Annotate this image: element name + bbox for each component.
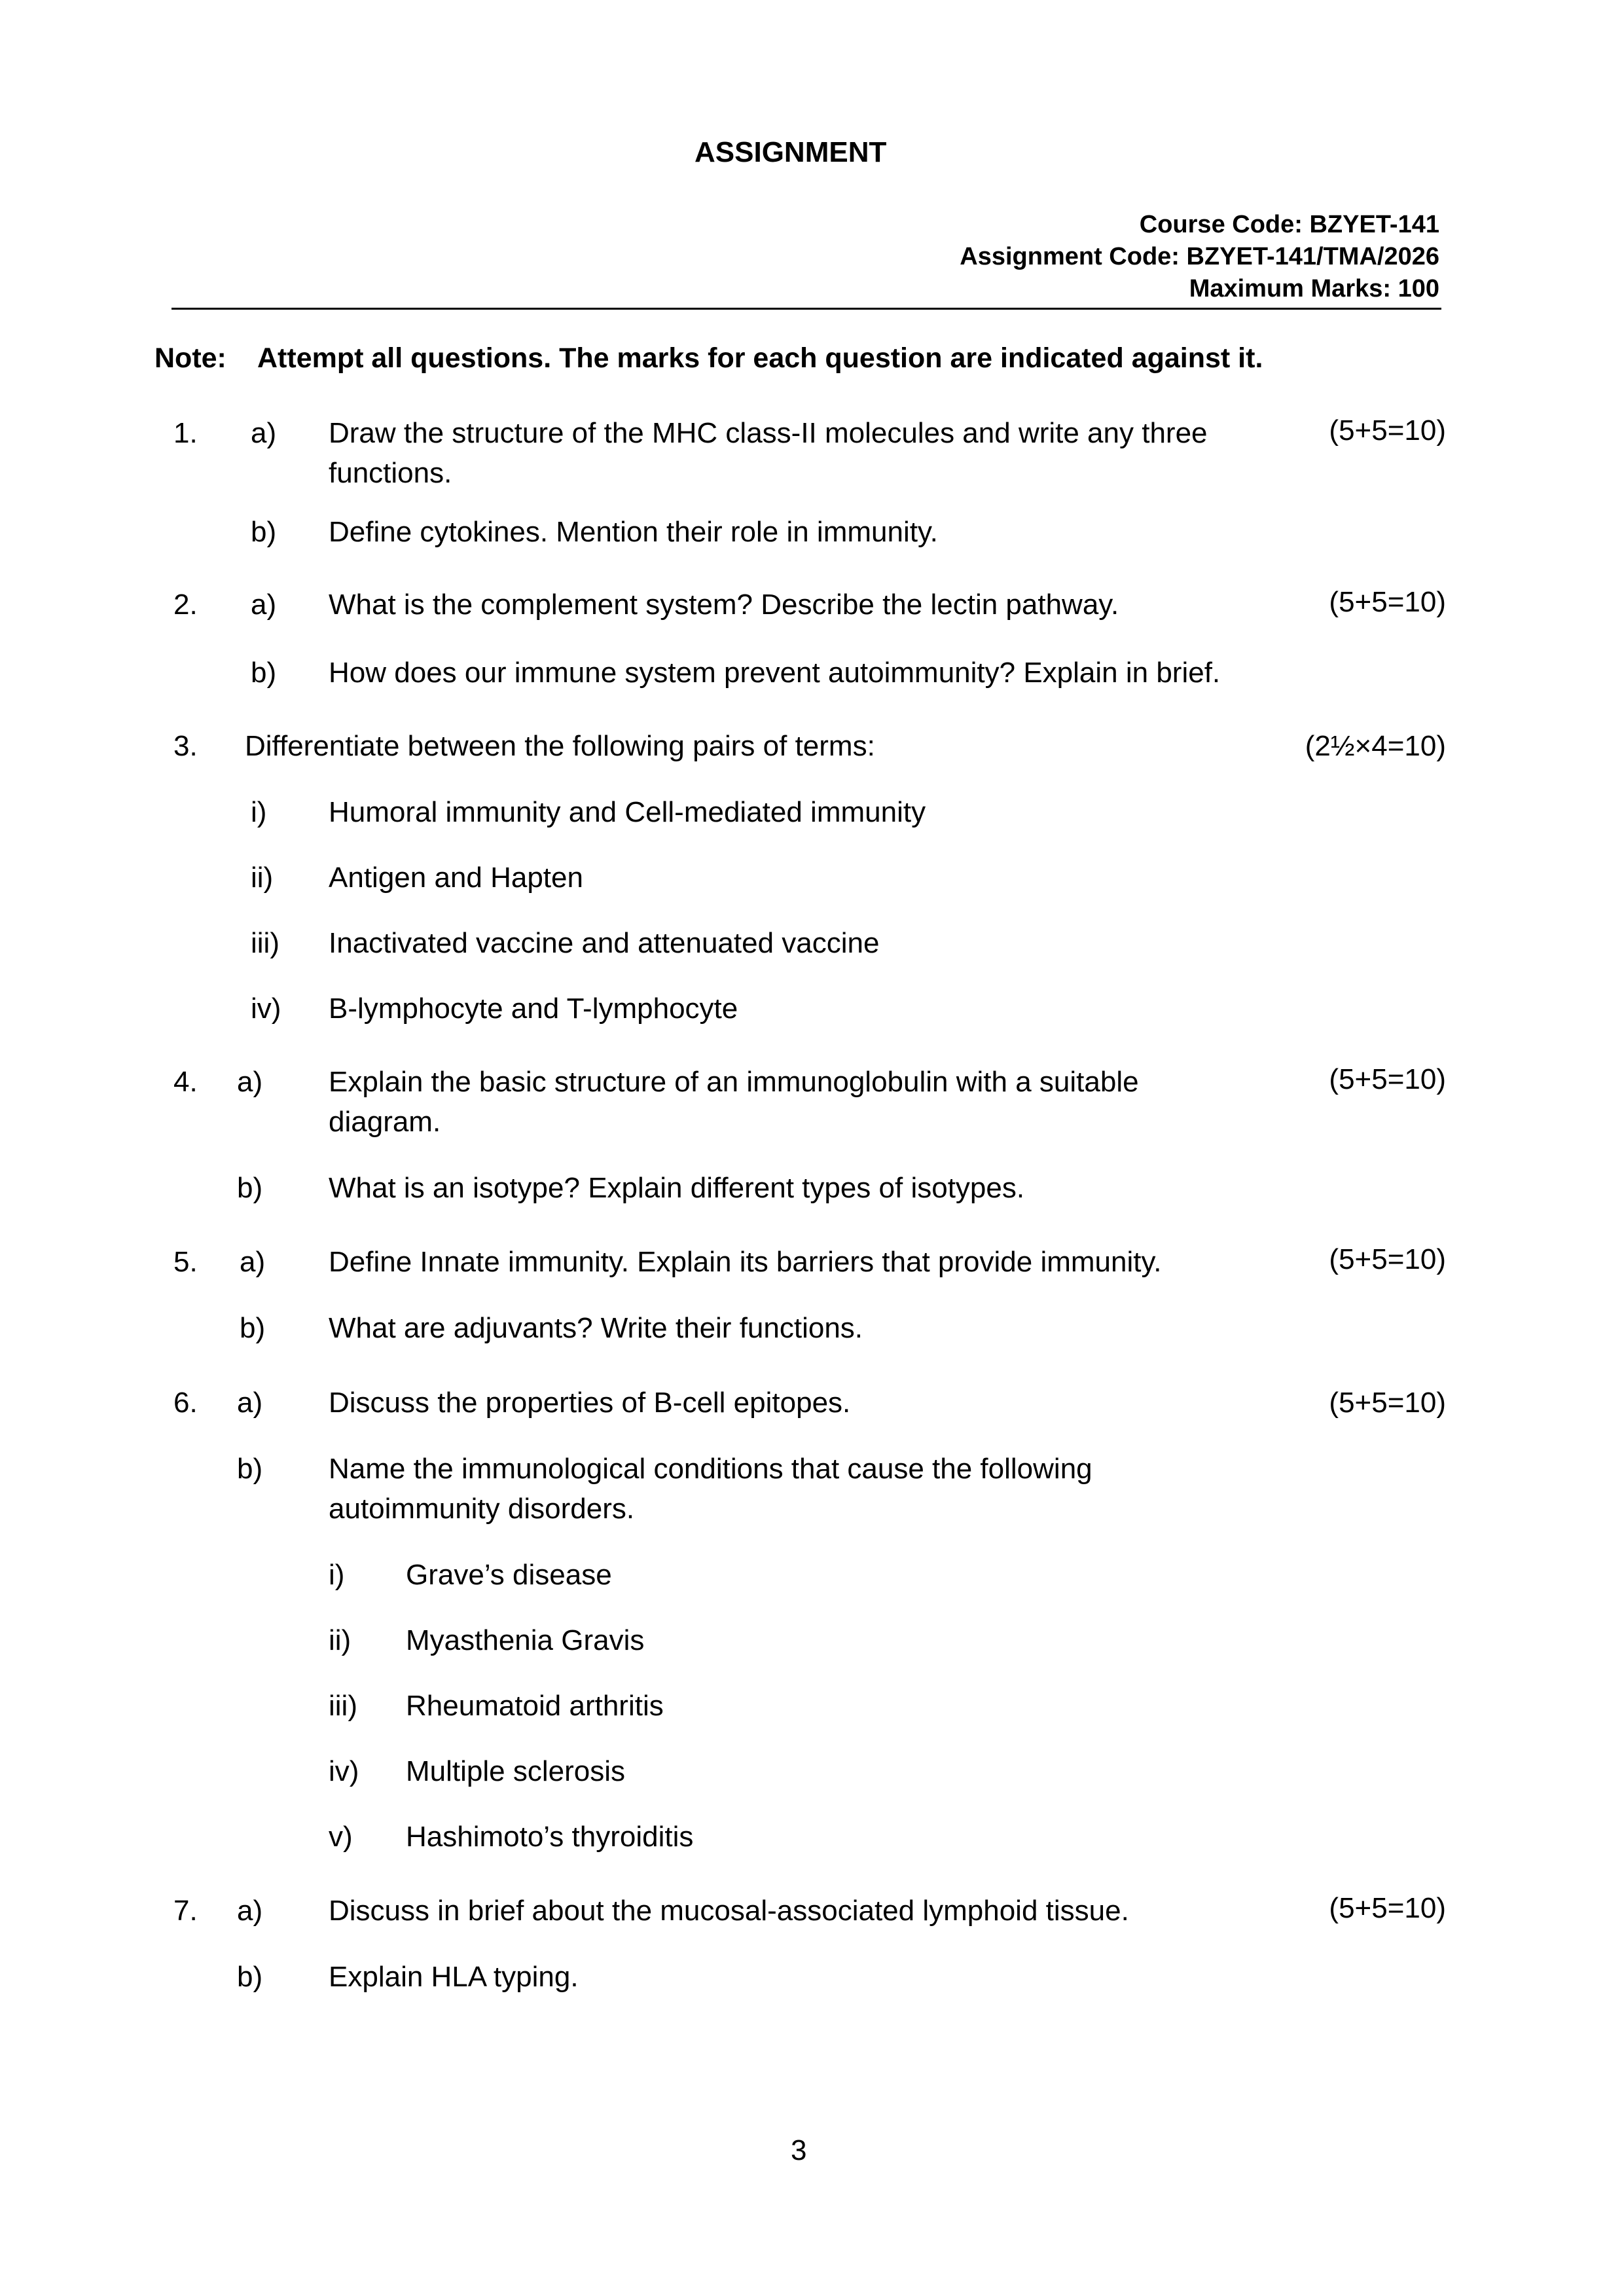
- part-label: a): [237, 1066, 263, 1098]
- question-marks: (5+5=10): [1329, 1063, 1446, 1095]
- subpart-label: iv): [329, 1755, 359, 1787]
- part-label: b): [237, 1961, 263, 1993]
- part-label: ii): [251, 862, 274, 894]
- question-marks: (5+5=10): [1329, 1243, 1446, 1275]
- part-text: B-lymphocyte and T-lymphocyte: [329, 993, 738, 1025]
- part-text: What are adjuvants? Write their functions.: [329, 1312, 863, 1344]
- part-text: Antigen and Hapten: [329, 862, 583, 894]
- question-number: 1.: [173, 417, 198, 449]
- question-number: 7.: [173, 1895, 198, 1927]
- part-text: Explain the basic structure of an immunoglobulin with a suitable: [329, 1066, 1139, 1098]
- question-number: 2.: [173, 589, 198, 621]
- part-label: iv): [251, 993, 281, 1025]
- subpart-label: iii): [329, 1690, 357, 1722]
- question-number: 4.: [173, 1066, 198, 1098]
- note-text: Attempt all questions. The marks for each question are indicated against it.: [257, 342, 1263, 374]
- part-text: Define Innate immunity. Explain its barriers that provide immunity.: [329, 1246, 1162, 1278]
- page-title: ASSIGNMENT: [695, 136, 887, 168]
- part-text: What is the complement system? Describe the lectin pathway.: [329, 589, 1119, 621]
- part-label: iii): [251, 927, 280, 959]
- part-label: b): [251, 657, 277, 689]
- part-text: Explain HLA typing.: [329, 1961, 579, 1993]
- subpart-text: Grave’s disease: [406, 1559, 612, 1591]
- part-label: b): [251, 516, 277, 548]
- question-marks: (5+5=10): [1329, 586, 1446, 618]
- subpart-text: Multiple sclerosis: [406, 1755, 625, 1787]
- question-number: 3.: [173, 730, 198, 762]
- subpart-text: Rheumatoid arthritis: [406, 1690, 664, 1722]
- question-number: 5.: [173, 1246, 198, 1278]
- page-number: 3: [791, 2134, 807, 2166]
- part-label: a): [251, 417, 277, 449]
- part-text: How does our immune system prevent autoimmunity? Explain in brief.: [329, 657, 1221, 689]
- header-divider: [171, 308, 1441, 310]
- part-label: a): [251, 589, 277, 621]
- part-label: a): [240, 1246, 266, 1278]
- part-text: Humoral immunity and Cell-mediated immunity: [329, 796, 926, 828]
- part-label: b): [237, 1172, 263, 1204]
- part-text: Inactivated vaccine and attenuated vaccine: [329, 927, 880, 959]
- subpart-text: Hashimoto’s thyroiditis: [406, 1821, 694, 1853]
- part-label: b): [240, 1312, 266, 1344]
- part-label: a): [237, 1387, 263, 1419]
- subpart-label: i): [329, 1559, 345, 1591]
- part-text: Draw the structure of the MHC class-II molecules and write any three: [329, 417, 1208, 449]
- note-label: Note:: [154, 342, 226, 374]
- maximum-marks: Maximum Marks: 100: [1189, 275, 1439, 302]
- course-code: Course Code: BZYET-141: [1139, 211, 1439, 238]
- subpart-text: Myasthenia Gravis: [406, 1624, 645, 1656]
- part-label: a): [237, 1895, 263, 1927]
- part-text: diagram.: [329, 1106, 441, 1138]
- part-text: Define cytokines. Mention their role in immunity.: [329, 516, 938, 548]
- question-marks: (2½×4=10): [1305, 730, 1446, 762]
- question-number: 6.: [173, 1387, 198, 1419]
- part-label: b): [237, 1453, 263, 1485]
- question-stem: Differentiate between the following pairs of terms:: [245, 730, 875, 762]
- assignment-code: Assignment Code: BZYET-141/TMA/2026: [960, 243, 1439, 270]
- part-text: What is an isotype? Explain different types of isotypes.: [329, 1172, 1025, 1204]
- question-marks: (5+5=10): [1329, 1892, 1446, 1924]
- part-text: Discuss the properties of B-cell epitopes.: [329, 1387, 851, 1419]
- part-label: i): [251, 796, 267, 828]
- part-text: autoimmunity disorders.: [329, 1493, 635, 1525]
- subpart-label: ii): [329, 1624, 352, 1656]
- subpart-label: v): [329, 1821, 353, 1853]
- part-text: functions.: [329, 457, 452, 489]
- question-marks: (5+5=10): [1329, 414, 1446, 446]
- part-text: Discuss in brief about the mucosal-associated lymphoid tissue.: [329, 1895, 1129, 1927]
- part-text: Name the immunological conditions that cause the following: [329, 1453, 1092, 1485]
- question-marks: (5+5=10): [1329, 1387, 1446, 1419]
